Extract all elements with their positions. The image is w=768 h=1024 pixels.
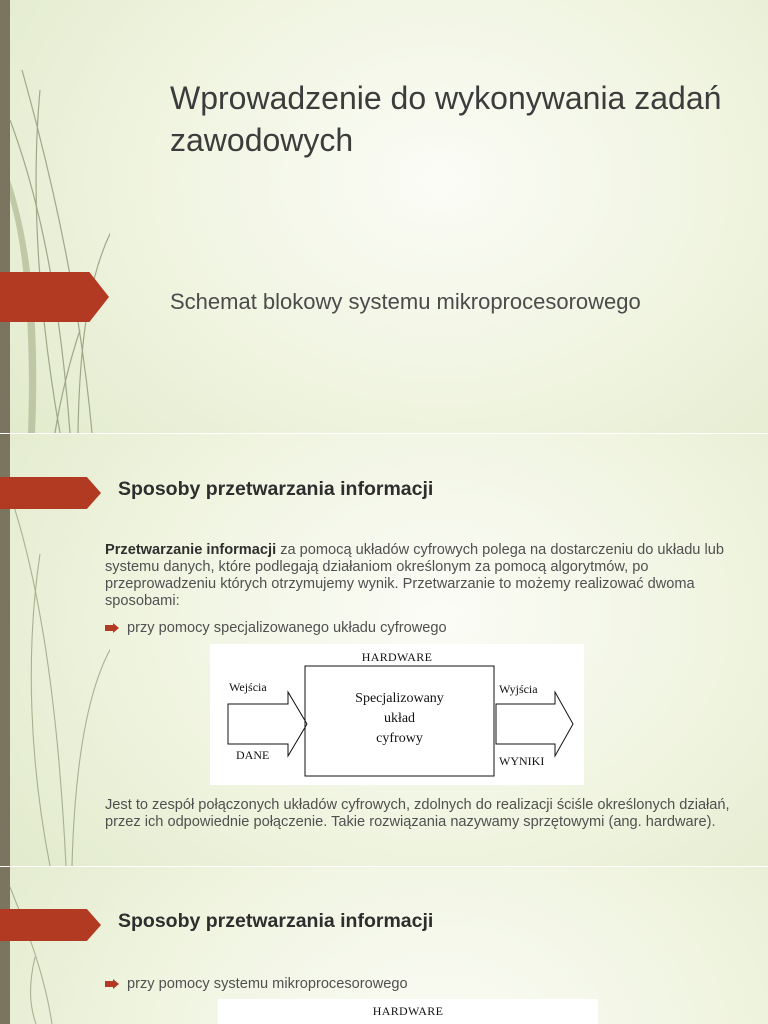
accent-tab [0,477,101,509]
slide-processing-hardware [0,434,768,866]
slide-subtitle: Schemat blokowy systemu mikroprocesorowego [170,289,641,314]
decorative-curves [0,867,110,1024]
input-top-label: Wejścia [229,680,267,694]
output-bottom-label: WYNIKI [499,754,545,768]
diagram-top-label: HARDWARE [372,1004,444,1018]
input-arrow [228,692,307,756]
box-line-1: Specjalizowany [355,691,444,706]
hardware-diagram-partial [218,999,598,1024]
paragraph-text: za pomocą układów cyfrowych polega na dostarczeniu do układu lub systemu danych, które podlegają działaniom określonym za pomocą algorytmów, po przeprowadzeniu których otrzymujemy wynik. Przetwarzanie to możemy realizować dwoma sposobami: [105,542,724,609]
slide-title [0,0,768,433]
output-top-label: Wyjścia [499,682,538,696]
footer-paragraph: Jest to zespół połączonych układów cyfrowych, zdolnych do realizacji ściśle określonych działań, przez ich odpowiednie połączenie. Takie rozwiązania nazywamy sprzętowymi (ang. hardware). [105,797,730,830]
slide-title-heading: Wprowadzenie do wykonywania zadań zawodowych [170,80,722,158]
diagram-box-text [305,689,494,749]
accent-tab [0,272,109,322]
paragraph-bold-term: Przetwarzanie informacji [105,542,277,558]
bullet-item [105,620,447,636]
input-bottom-label: DANE [236,748,270,762]
box-line-3: cyfrowy [376,731,423,746]
section-title: Sposoby przetwarzania informacji [118,910,434,932]
bullet-arrow-icon [105,623,119,633]
bullet-item [105,976,408,992]
output-arrow [496,692,573,756]
bullet-arrow-icon [105,979,119,989]
accent-tab [0,909,101,941]
section-title: Sposoby przetwarzania informacji [118,478,434,500]
decorative-curves [0,0,110,433]
hardware-diagram [210,644,584,785]
diagram-top-label: HARDWARE [361,650,433,664]
bullet-text: przy pomocy systemu mikroprocesorowego [127,976,408,992]
slide-processing-microprocessor [0,867,768,1024]
intro-paragraph [105,542,735,610]
box-line-2: układ [383,711,416,726]
bullet-text: przy pomocy specjalizowanego układu cyfrowego [127,620,447,636]
